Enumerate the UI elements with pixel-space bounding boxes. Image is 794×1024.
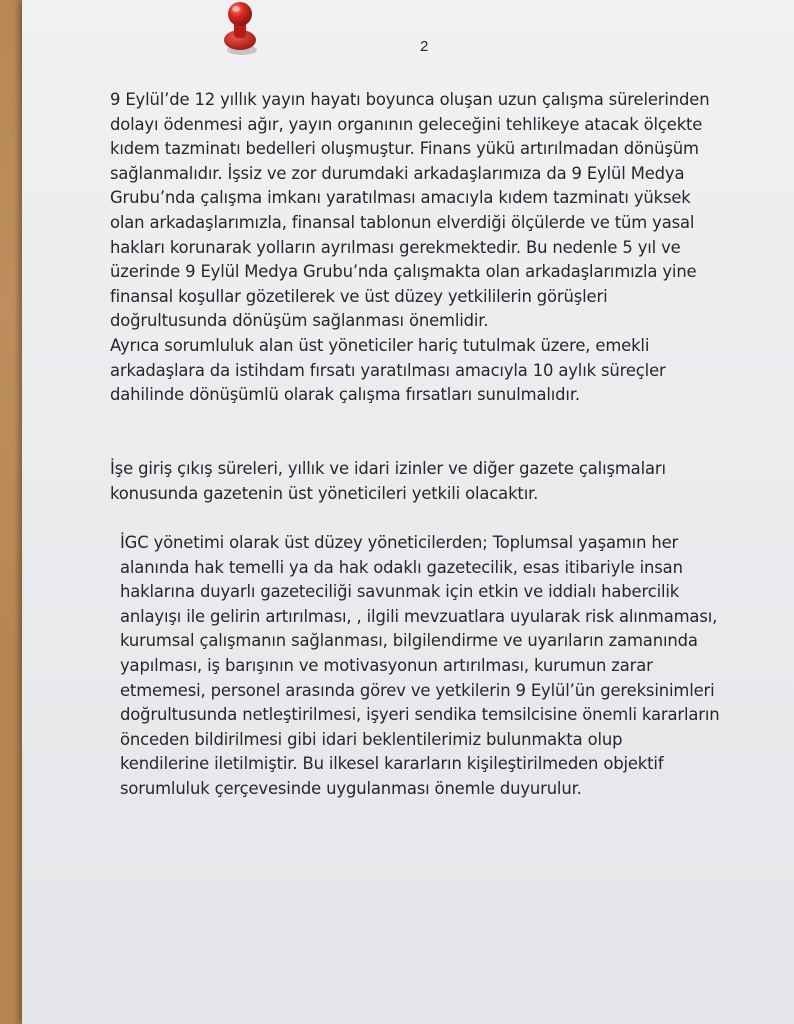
- text-line: üzerinde 9 Eylül Medya Grubu’nda çalışmakta olan arkadaşlarımızla yine: [110, 262, 697, 282]
- text-line: yapılması, iş barışının ve motivasyonun artırılması, kurumun zarar: [120, 655, 653, 675]
- text-line: dahilinde dönüşümlü olarak çalışma fırsatları sunulmalıdır.: [110, 385, 580, 405]
- text-line: Grubu’nda çalışma imkanı yaratılması amacıyla kıdem tazminatı yüksek: [110, 188, 691, 208]
- text-line: konusunda gazetenin üst yöneticileri yetkili olacaktır.: [110, 483, 539, 503]
- text-line: Ayrıca sorumluluk alan üst yöneticiler hariç tutulmak üzere, emekli: [110, 335, 650, 355]
- text-line: finansal koşullar gözetilerek ve üst düzey yetkililerin görüşleri: [110, 286, 608, 306]
- text-line: kurumsal çalışmanın sağlanması, bilgilendirme ve uyarıların zamanında: [120, 631, 698, 651]
- text-line: doğrultusunda netleştirilmesi, işyeri sendika temsilcisine önemli kararların: [120, 705, 720, 725]
- text-line: anlayışı ile gelirin artırılması, , ilgili mevzuatlara uyularak risk alınmaması,: [120, 606, 718, 626]
- text-line: önceden bildirilmesi gibi idari beklentilerimiz bulunmakta olup: [120, 729, 623, 749]
- paragraph-2: [110, 457, 750, 506]
- text-line: etmemesi, personel arasında görev ve yetkilerin 9 Eylül’ün gereksinimleri: [120, 680, 715, 700]
- text-line: haklarına duyarlı gazeteciliği savunmak için etkin ve iddialı habercilik: [120, 582, 680, 602]
- paragraph-1: [110, 88, 750, 408]
- text-line: arkadaşlara da istihdam fırsatı yaratılması amacıyla 10 aylık süreçler: [110, 360, 666, 380]
- text-line: sorumluluk çerçevesinde uygulanması önemle duyurulur.: [120, 778, 582, 798]
- text-line: alanında hak temelli ya da hak odaklı gazetecilik, esas itibariyle insan: [120, 557, 683, 577]
- text-line: sağlanmalıdır. İşsiz ve zor durumdaki arkadaşlarımıza da 9 Eylül Medya: [110, 163, 685, 183]
- text-line: 9 Eylül’de 12 yıllık yayın hayatı boyunca oluşan uzun çalışma sürelerinden: [110, 90, 710, 109]
- paragraph-3: [120, 531, 760, 802]
- text-line: doğrultusunda dönüşüm sağlanması önemlidir.: [110, 311, 489, 331]
- text-line: kendilerine iletilmiştir. Bu ilkesel kararların kişileştirilmeden objektif: [120, 754, 664, 774]
- text-line: İşe giriş çıkış süreleri, yıllık ve idari izinler ve diğer gazete çalışmaları: [110, 459, 666, 478]
- page-number: 2: [420, 38, 429, 55]
- text-line: kıdem tazminatı bedelleri oluşmuştur. Finans yükü artırılmadan dönüşüm: [110, 139, 699, 159]
- text-line: dolayı ödenmesi ağır, yayın organının geleceğini tehlikeye atacak ölçekte: [110, 114, 703, 134]
- text-line: İGC yönetimi olarak üst düzey yöneticilerden; Toplumsal yaşamın her: [120, 533, 679, 552]
- document-page: [22, 0, 794, 1024]
- push-pin-icon[interactable]: [220, 0, 260, 56]
- text-line: hakları korunarak yolların ayrılması gerekmektedir. Bu nedenle 5 yıl ve: [110, 237, 681, 257]
- text-line: olan arkadaşlarımızla, finansal tablonun elverdiği ölçülerde ve tüm yasal: [110, 212, 695, 232]
